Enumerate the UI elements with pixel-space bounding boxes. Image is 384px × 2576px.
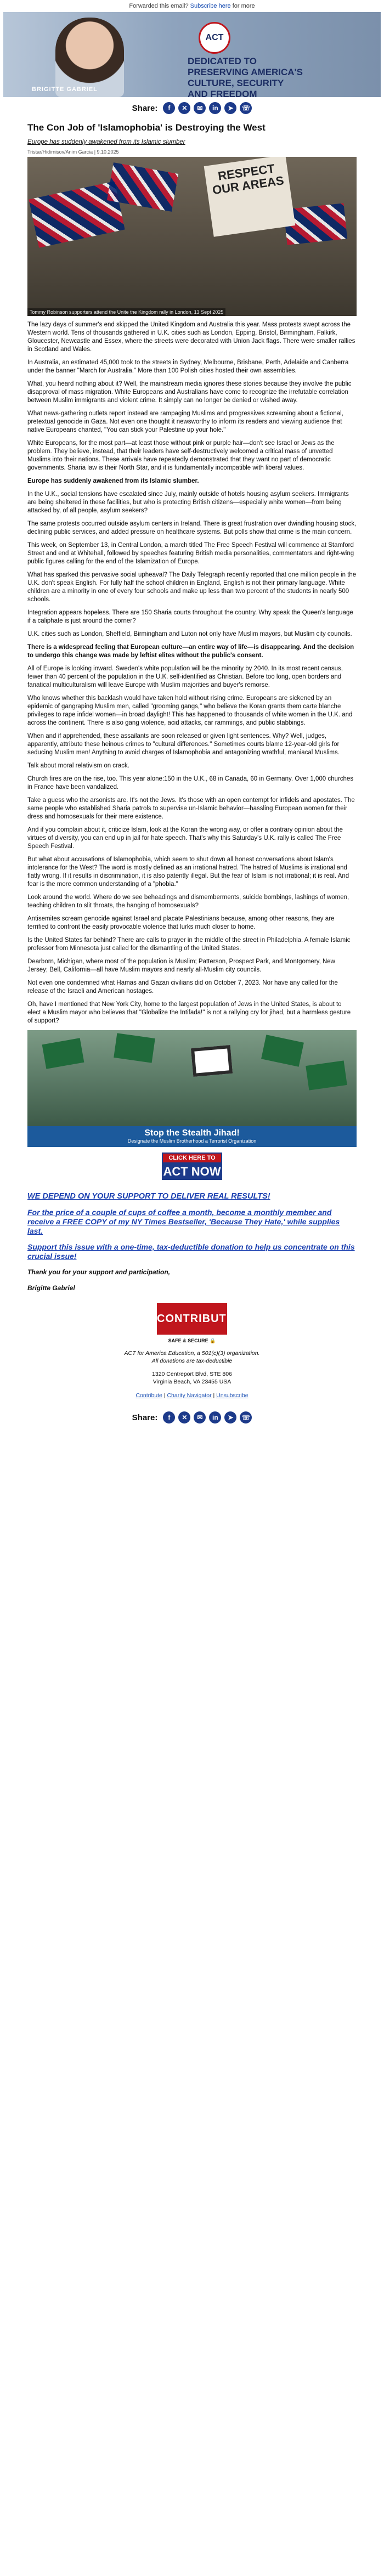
address-line: Virginia Beach, VA 23455 USA bbox=[153, 1379, 231, 1385]
rally-flag bbox=[261, 1035, 304, 1067]
lock-icon: 🔒 bbox=[210, 1338, 216, 1343]
rally-flag bbox=[114, 1033, 155, 1063]
org-info bbox=[27, 1349, 357, 1365]
tagline-line: CULTURE, SECURITY bbox=[188, 78, 284, 88]
article-paragraph: All of Europe is looking inward. Sweden's white population will be the minority by 2040. In its most recent census, fewer than 40 percent of the population in the U.K. self-identified as Christian. Before too long, open borders and fanatical multiculturalism will leave Europe with Muslim majorities and buyer's remorse. bbox=[27, 665, 343, 688]
article-paragraph: What, you heard nothing about it? Well, the mainstream media ignores these stories because they involve the public disapproval of mass migration. White Europeans and Australians have come to recognize the irrefutable correlation between Muslim immigrants and violent crime. It simply can no longer be denied or wished away. bbox=[27, 381, 352, 404]
tagline-line: DEDICATED TO bbox=[188, 56, 257, 66]
whatsapp-icon[interactable]: ☏ bbox=[240, 1411, 252, 1423]
article-paragraph: Look around the world. Where do we see beheadings and dismemberments, suicide bombings, lashings of women, teaching children to slit throats, the hanging of homosexuals? bbox=[27, 894, 349, 909]
footer-separator: | bbox=[213, 1392, 215, 1399]
rally-flag bbox=[191, 1045, 233, 1077]
article-paragraph: What has sparked this pervasive social upheaval? The Daily Telegraph recently reported that one million people in the U.K. don't speak English. For fully half the school children in England, English is not their primary language. White children are a minority in one of every four schools and make up less than two percent of the students in nearly 500 schools. bbox=[27, 572, 357, 603]
org-line: ACT for America Education, a 501(c)(3) organization. bbox=[124, 1350, 260, 1357]
telegram-icon[interactable]: ➤ bbox=[224, 102, 236, 114]
footer-links bbox=[27, 1392, 357, 1399]
email-icon[interactable]: ✉ bbox=[194, 102, 206, 114]
act-logo: ACT bbox=[199, 22, 230, 54]
footer-separator: | bbox=[163, 1392, 166, 1399]
tagline-line: AND FREEDOM bbox=[188, 89, 257, 97]
article-byline: Tristar/Hidirnisov/Anim Garcia | 9.10.2025 bbox=[27, 149, 119, 155]
mailing-address bbox=[27, 1370, 357, 1386]
subscribe-link[interactable]: Subscribe here bbox=[190, 3, 231, 9]
article-paragraph: The lazy days of summer's end skipped the United Kingdom and Australia this year. Mass protests swept across the Western world. Tens of thousands gathered in U.K. cities such as London, Epping, Bristol, Birmingham, Falkirk, Gloucester, Newcastle and Essex, where the streets were decorated with Union Jack flags. There were smaller rallies in Scotland and Wales. bbox=[27, 321, 355, 353]
share-bar-top bbox=[0, 97, 384, 119]
x-icon[interactable]: ✕ bbox=[178, 1411, 190, 1423]
author-name-label: BRIGITTE GABRIEL bbox=[32, 86, 98, 93]
secure-label: SAFE & SECURE bbox=[168, 1338, 208, 1343]
banner-headline: Stop the Stealth Jihad! bbox=[144, 1128, 240, 1138]
footer-link-unsubscribe[interactable]: Unsubscribe bbox=[216, 1392, 249, 1399]
banner-subline: Designate the Muslim Brotherhood a Terrorist Organization bbox=[127, 1138, 257, 1144]
article-paragraph: When and if apprehended, these assailants are soon released or given light sentences. Why? Well, judges, apparently, attribute these heinous crimes to "cultural differences." Sometimes courts blame 12-year-old girls for seducing Muslim men! Anything to avoid charges of Islamophobia and antagonizing wrathful, maniacal Muslims. bbox=[27, 733, 340, 756]
article-paragraph: Church fires are on the rise, too. This year alone:150 in the U.K., 68 in Canada, 60 in Germany. Over 1,000 churches in France have been vandalized. bbox=[27, 776, 354, 790]
article-paragraph: Integration appears hopeless. There are 150 Sharia courts throughout the country. Why speak the Queen's language if a caliphate is just around the corner? bbox=[27, 609, 353, 624]
footer-link-contribute[interactable]: Contribute bbox=[135, 1392, 162, 1399]
appeal-signature: Brigitte Gabriel bbox=[27, 1284, 75, 1292]
article bbox=[0, 122, 384, 1399]
x-icon[interactable]: ✕ bbox=[178, 102, 190, 114]
share-bar-bottom bbox=[0, 1406, 384, 1428]
telegram-icon[interactable]: ➤ bbox=[224, 1411, 236, 1423]
section-heading: Europe has suddenly awakened from its Islamic slumber. bbox=[27, 478, 199, 484]
appeal-thanks: Thank you for your support and participation, bbox=[27, 1268, 171, 1276]
article-paragraph: But what about accusations of Islamophobia, which seem to shut down all honest conversations about Islam's intolerance for the West? The word is mostly defined as an irrational hatred. The hatred of Muslims is irrational and flatly wrong. If it results in discrimination, it is also patently illegal. But the fear of Islam is not irrational; it is real. And fear is the more common understanding of a "phobia." bbox=[27, 856, 349, 888]
article-subtitle[interactable]: Europe has suddenly awakened from its Islamic slumber bbox=[27, 139, 185, 145]
article-paragraph: White Europeans, for the most part—at least those without pink or purple hair—don't see Israel or Jews as the problem. They believe, instead, that their leaders have self-destructively welcomed a critical mass of unvetted Muslims into their nations. These arrivals have repeatedly demonstrated that they want no part of democratic governments. Sharia law is their North Star, and it is fundamentally incompatible with liberal values. bbox=[27, 440, 335, 471]
article-paragraph: What news-gathering outlets report instead are rampaging Muslims and progressives screaming about a fictional, pretextual genocide in Gaza. Not even one thought it newsworthy to inform its readers and viewing audience that native Europeans chanted, "You can stick your Palestine up your hole." bbox=[27, 410, 343, 433]
appeal-link-support[interactable]: WE DEPEND ON YOUR SUPPORT TO DELIVER REAL RESULTS! bbox=[27, 1192, 270, 1201]
whatsapp-icon[interactable]: ☏ bbox=[240, 102, 252, 114]
article-paragraph: In Australia, an estimated 45,000 took to the streets in Sydney, Melbourne, Brisbane, Perth, Adelaide and Canberra under the banner "March for Australia." More than 100 Polish cities hosted their own assemblies. bbox=[27, 359, 349, 374]
article-paragraph: The same protests occurred outside asylum centers in Ireland. There is great frustration over dwindling housing stock, declining public services, and added pressure on healthcare systems. But polls show that crime is the main concern. bbox=[27, 521, 357, 535]
cta-bottom-label: ACT NOW bbox=[162, 1163, 222, 1180]
stealth-jihad-banner[interactable] bbox=[27, 1126, 357, 1147]
facebook-icon[interactable]: f bbox=[163, 102, 175, 114]
bold-paragraph: There is a widespread feeling that European culture—an entire way of life—is disappearing. And the decision to undergo this change was made by leftist elites without the public's consent. bbox=[27, 644, 354, 659]
forwarded-text: Forwarded this email? bbox=[129, 3, 189, 9]
donation-appeal bbox=[27, 1192, 357, 1293]
photo-caption: Tommy Robinson supporters attend the Unite the Kingdom rally in London, 13 Sept 2025 bbox=[27, 308, 225, 316]
author-photo bbox=[55, 18, 124, 97]
article-paragraph: And if you complain about it, criticize Islam, look at the Koran the wrong way, or offer a contrary opinion about the virtues of diversity, you can end up in jail for hate speech. That's why this Saturday's U.K. rally is called The Free Speech Festival. bbox=[27, 827, 343, 850]
rally-photo bbox=[27, 1030, 357, 1126]
share-label: Share: bbox=[132, 1413, 158, 1422]
linkedin-icon[interactable]: in bbox=[209, 1411, 221, 1423]
appeal-link-membership[interactable]: For the price of a couple of cups of coffee a month, become a monthly member and receive a FREE COPY of my NY Times Bestseller, 'Because They Hate,' while supplies last. bbox=[27, 1208, 340, 1235]
rally-flag bbox=[306, 1060, 347, 1090]
article-paragraph: U.K. cities such as London, Sheffield, Birmingham and Luton not only have Muslim mayors, but Muslim city councils. bbox=[27, 631, 352, 637]
article-paragraph: Take a guess who the arsonists are. It's not the Jews. It's those with an open contempt for infidels and apostates. The same people who established Sharia patrols to supervise un-Islamic behavior—hassling European women for their dress and homosexuals for their mere existence. bbox=[27, 797, 355, 820]
hero-banner bbox=[3, 12, 381, 97]
address-line: 1320 Centreport Blvd, STE 806 bbox=[152, 1371, 232, 1377]
org-line: All donations are tax-deductible bbox=[151, 1358, 233, 1364]
cta-top-label: CLICK HERE TO bbox=[162, 1153, 222, 1163]
appeal-link-donation[interactable]: Support this issue with a one-time, tax-deductible donation to help us concentrate on this crucial issue! bbox=[27, 1242, 355, 1261]
article-paragraph: Dearborn, Michigan, where most of the population is Muslim; Patterson, Prospect Park, and Montgomery, New Jersey; Bell, California—all have Muslim mayors and nearly all-Muslim city councils. bbox=[27, 958, 335, 973]
protest-sign: RESPECT OUR AREAS bbox=[204, 157, 296, 237]
act-now-button[interactable] bbox=[162, 1153, 222, 1180]
contribute-button[interactable]: CONTRIBUTE bbox=[157, 1303, 227, 1335]
article-paragraph: Oh, have I mentioned that New York City, home to the largest population of Jews in the United States, is about to elect a Muslim mayor who believes that "Globalize the Intifada!" is not a rallying cry for jihad, but a harmless gesture of support? bbox=[27, 1001, 351, 1024]
article-paragraph: Is the United States far behind? There are calls to prayer in the middle of the street in Philadelphia. A female Islamic professor from Minnesota just called for the dismantling of the United States. bbox=[27, 937, 351, 952]
tagline-line: PRESERVING AMERICA'S bbox=[188, 67, 303, 77]
email-icon[interactable]: ✉ bbox=[194, 1411, 206, 1423]
article-paragraph: In the U.K., social tensions have escalated since July, mainly outside of hotels housing asylum seekers. Immigrants are being sheltered in these facilities, but who is protecting British citizens—especially white women—from being attacked by, of all people, asylum seekers? bbox=[27, 491, 349, 514]
article-paragraph: Not even one condemned what Hamas and Gazan civilians did on October 7, 2023. Nor have any called for the release of the Israeli and American hostages. bbox=[27, 980, 338, 995]
article-paragraph: Antisemites scream genocide against Israel and placate Palestinians because, among other reasons, they are terrified to confront the easily provocable violence that lurks much closer to home. bbox=[27, 916, 335, 930]
secure-badge bbox=[27, 1338, 357, 1344]
article-title: The Con Job of 'Islamophobia' is Destroying the West bbox=[27, 122, 266, 133]
forwarded-notice bbox=[0, 0, 384, 12]
linkedin-icon[interactable]: in bbox=[209, 102, 221, 114]
article-paragraph: Who knows whether this backlash would have taken hold without rising crime. Europeans are sickened by an epidemic of gangraping Muslim men, called "grooming gangs," who believe the Koran grants them carte blanche privileges to rape infidel women—in broad daylight! This has happened to thousands of white women in the U.K. and across the continent. There is also gang violence, acid attacks, car rammings, and public stabbings. bbox=[27, 695, 353, 726]
forwarded-tail: for more bbox=[232, 3, 255, 9]
footer-link-charity-navigator[interactable]: Charity Navigator bbox=[167, 1392, 212, 1399]
share-label: Share: bbox=[132, 103, 158, 113]
rally-flag bbox=[42, 1038, 84, 1069]
article-paragraph: Talk about moral relativism on crack. bbox=[27, 762, 129, 769]
facebook-icon[interactable]: f bbox=[163, 1411, 175, 1423]
article-photo bbox=[27, 157, 357, 316]
hero-tagline bbox=[188, 56, 303, 97]
article-paragraph: This week, on September 13, in Central London, a march titled The Free Speech Festival will commence at Stamford Street and end at Whitehall, followed by speeches featuring British media personalities, commentators and right-wing public figures calling for the end of the Islamization of Europe. bbox=[27, 542, 354, 565]
